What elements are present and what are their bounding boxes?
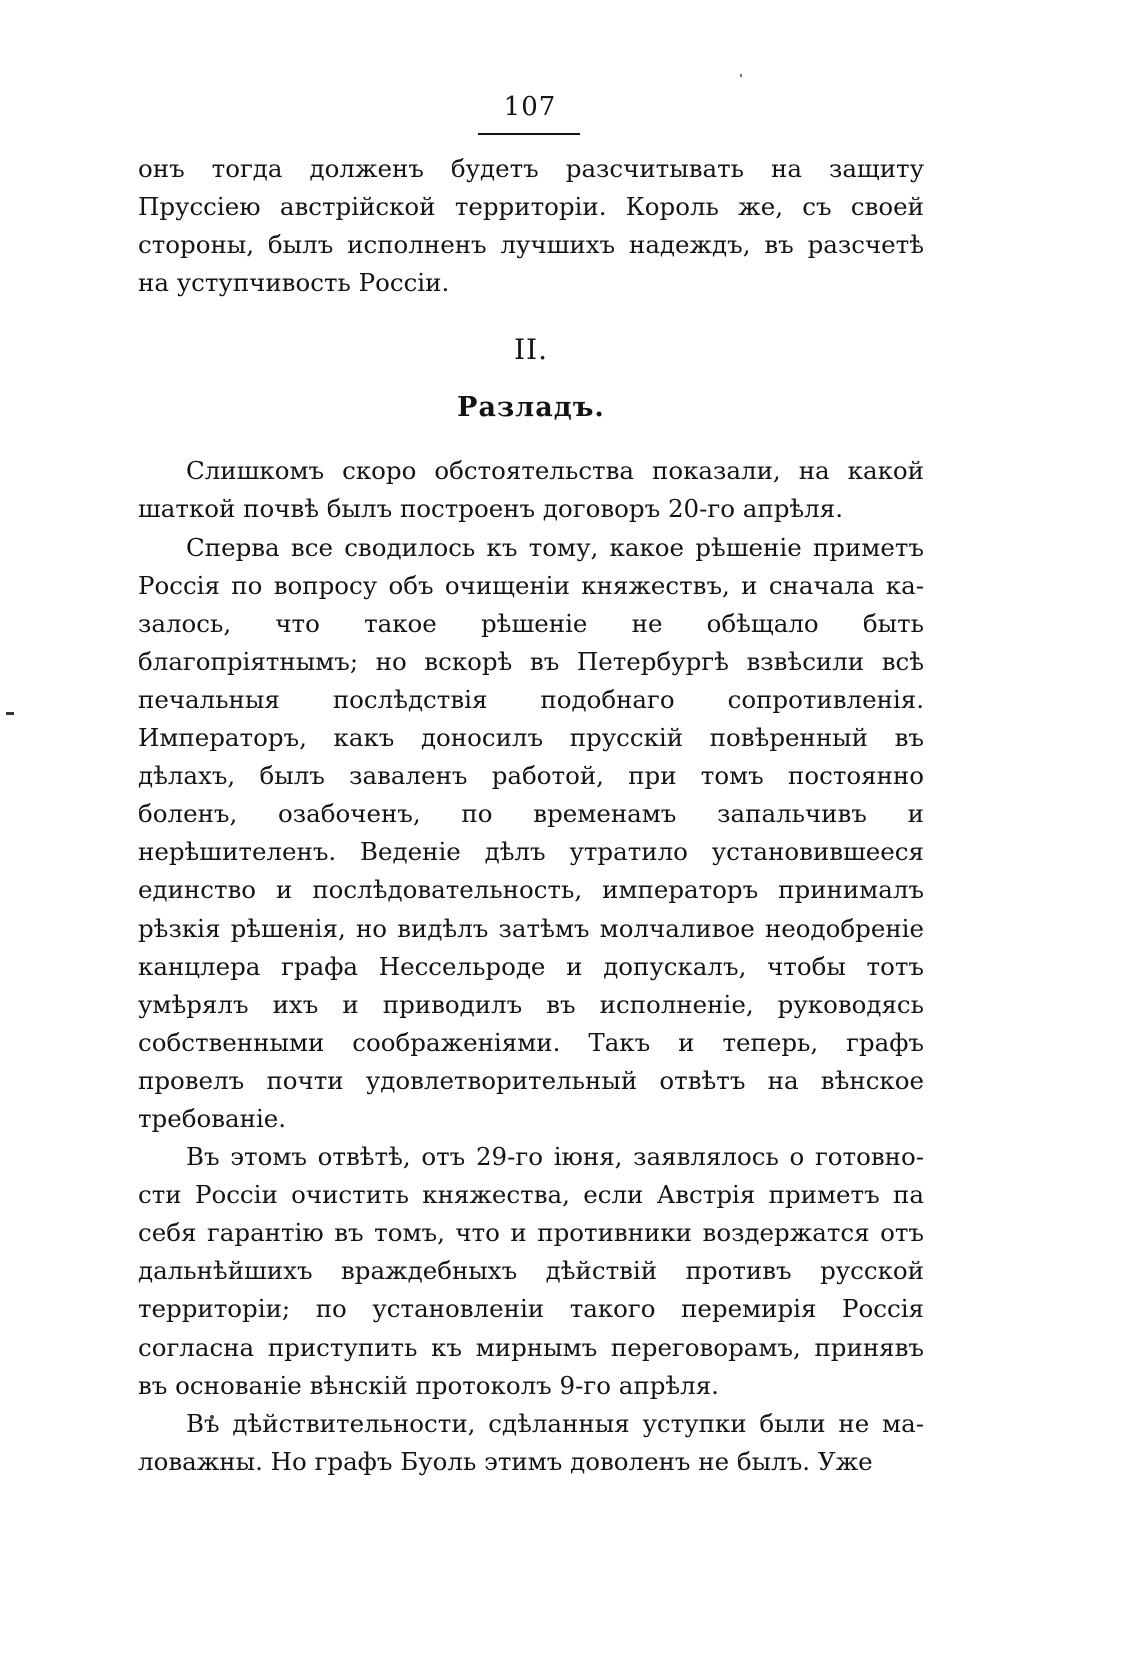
paragraph: Сперва все сводилось къ тому, какое рѣшеніе приметъ Россія по вопросу объ очищеніи княжествъ, и сначала казалось, что такое рѣшеніе не обѣщало быть благопріятнымъ; но вскорѣ въ Петербургѣ взвѣсили всѣ печальныя послѣдствія подобнаго сопротивленія. Императоръ, какъ доносилъ прусскій повѣренный въ дѣлахъ, былъ заваленъ работой, при томъ постоянно боленъ, озабоченъ, по временамъ запальчивъ и нерѣшителенъ. Веденіе дѣлъ утратило установившееся единство и послѣдовательность, императоръ принималъ рѣзкія рѣшенія, но видѣлъ затѣмъ молчаливое неодобреніе канцлера графа Нессельроде и допускалъ, чтобы тотъ умѣрялъ ихъ и приводилъ въ исполненіе, руководясь собственными соображеніями. Такъ и теперь, графъ провелъ почти удовлетворительный отвѣтъ на вѣнское требованіе. [138,532,924,1133]
page-number: 107 [503,92,557,122]
margin-mark [6,712,14,715]
paragraph: Слишкомъ скоро обстоятельства показали, на какой шаткой почвѣ былъ построенъ договоръ 20-го апрѣля. [138,456,924,524]
scan-speck [740,74,742,77]
paragraph: Въ дѣйствительности, сдѣланныя уступки были не маловажны. Но графъ Буоль этимъ доволенъ не былъ. Уже [138,1408,924,1476]
paragraph-continued: онъ тогда долженъ будетъ разсчитывать на защиту Пруссіею австрійской территоріи. Король же, съ своей стороны, былъ исполненъ лучшихъ надеждъ, въ разсчетѣ на уступчивость Россіи. [138,154,924,298]
paragraph: Въ этомъ отвѣтѣ, отъ 29-го іюня, заявлялось о готовности Россіи очистить княжества, если Австрія приметъ па себя гарантію въ томъ, что и противники воздержатся отъ дальнѣйшихъ враждебныхъ дѣйствій противъ русской территоріи; по установленіи такого перемирія Россія согласна приступить къ мирнымъ переговорамъ, принявъ въ основаніе вѣнскій протоколъ 9-го апрѣля. [138,1142,924,1400]
chapter-title: Разладъ. [457,392,605,424]
chapter-number: II. [513,333,549,367]
text-column [138,150,924,1481]
page-number-rule [478,133,580,135]
